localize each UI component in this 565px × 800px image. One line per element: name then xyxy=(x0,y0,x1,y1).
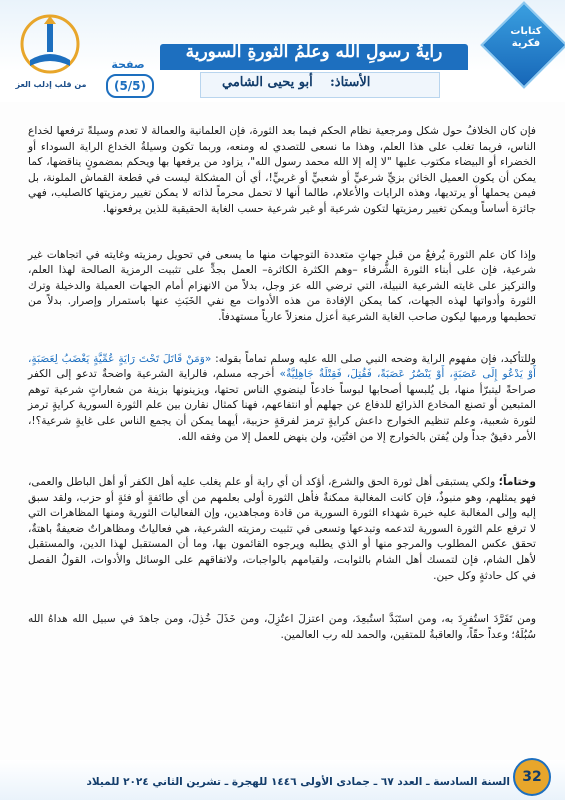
author-name: أبو يحيى الشامي xyxy=(222,75,313,90)
paragraph-1: فإن كان الخلافُ حول شكل ومرجعية نظام الحكم فيما بعد الثورة، فإن العلمانية والعمالة لا تعدم وسيلةً ترفعها لخداع الناس، فربما تغلب على هذا العلم، وهذا ما نسعى للتصدي له ومنعه، وربما تكون وسيلةُ الخداع الراية السوداء أو الخضراء أو البيضاء مكتوب عليها "لا إله إلا الله محمد رسول الله"، يزاود من يرفعها بها ويحكم بمضمونٍ يناقضها، كما يمكن أن يكون العميل الخائن بزيٍّ شرعيٍّ أو شعبيٍّ أو غربيٍّ!، أي أن المشكلة ليست في قطعة القماش الملونة، بل فيمن يحملها أو يرتديها، وهذه الرايات والأعلام، طالما أنها لا تحمل محرماً لذاته لا يمكن تغيير رمزيتها كالصليب، فهي جائزة أساساً ويمكن تغيير رمزيتها لتكون شرعية أو غير شرعية حسب الغاية الحقيقية للذين يرفعونها. xyxy=(28,125,536,215)
page-header xyxy=(0,0,565,102)
paragraph-2: وإذا كان علم الثورة يُرفعُ من قبل جهاتٍ متعددة التوجهات منها ما يسعى في تحويل رمزيته وغايته في اتجاهات غير شرعية، فإن على أبناء الثورة الشُّرفاء –وهم الكثرة الكاثرة– العمل بجدٍّ على تثبيت الرمزية الصالحة لهذا العلم، والتركيز على غايته الشرعية النبيلة، التي ترضي الله عز وجل، بدلاً من الانهزام أمام الجهات العميلة والدخيلة وترك الثورة وأدواتها لهذه الجهات، كما يمكن الإفادة من هذه الأدوات مع نفي الخَبَثِ عنها باستمرار وإصرار. بدلاً من تحطيمها ورميها ليكون صاحب الغاية الشرعية أعزل منعزلاً عارياً مستهدفاً. xyxy=(28,248,536,323)
author-label: الأستاذ: xyxy=(330,75,371,90)
issue-info: السنة السادسة ـ العدد ٦٧ ـ جمادى الأولى ١٤٤٦ للهجرة ـ تشرين الثاني ٢٠٢٤ للميلاد xyxy=(86,776,510,788)
logo-caption: من قلب إدلب العز xyxy=(15,80,87,89)
article-title: رايةُ رسولِ الله وعلمُ الثورةِ السورية xyxy=(185,42,443,62)
category-label: كتابات فكرية xyxy=(510,26,542,49)
page-count-badge: (5/5) xyxy=(106,74,154,98)
magazine-logo xyxy=(10,10,90,82)
paragraph-3-intro: وللتأكيد، فإن مفهوم الراية وضحه النبي صلى الله عليه وسلم تماماً بقوله: xyxy=(211,352,536,365)
conclusion-lead: وختاماً؛ xyxy=(498,476,536,489)
paragraph-4 xyxy=(28,475,536,584)
paragraph-3 xyxy=(28,352,536,446)
paragraph-3-body: أخرجه مسلم، فالراية الشرعية واضحةٌ تدعو إلى الكفر صراحةً ليتبرّأ منها، بل يُلبسها أصحابها لبوساً خادعاً لينضوي الناس تحتها، ويزينونها بزينة من شعاراتٍ شرعية توهم المتبعين أو تصنع المخادع الذرائع للدفاع عن جهلهم أو انتفاعهم، فهنا كمثال نقارن بين علم الثورة السورية كرايةٍ ترمز لثورة شعبية، وعلم تنظيم الخوارج داعش كرايةٍ ترمز لفرقةٍ حزبية، أيهما يمكن أن يجمع الناس على غايةٍ شرعية؟!، الأمر دقيقٌ جداً ولن يُفتن بالخوارج إلا من افتُتِن، ولن ينهض للعمل إلا من وفقه الله. xyxy=(28,368,536,443)
paragraph-5: ومن تَفَرَّدَ استُفرِدَ به، ومن استَبَدَّ استُبعِدَ، ومن اعتزلَ اعتُزِلَ، ومن خَذَلَ خُذِلَ، ومن جاهدَ في سبيل الله هداهُ الله سُبُلَهُ؛ وعداً حقّاً، والعاقبةُ للمتقين، والحمد لله رب العالمين. xyxy=(28,613,536,641)
page-number-badge: 32 xyxy=(513,758,551,796)
paragraph-4-body: ولكي يستبقى أهل ثورة الحق والشرع، أؤكد أن أي راية أو علم يغلب عليه أهل الكفر أو أهل الباطل والعمى، فهو يمثلهم، وهو منبوذٌ، فإن كانت المغالبة ممكنةٌ فأهل الثورة أولى بعلمهم من أي طائفةٍ أو فئةٍ أو حزب، ولقد سبق إليه وإلى المغالبة عليه خيرة شهداء الثورة السورية من قادة ومجاهدين، وإن الفعاليات الثورية ومنها المظاهرات التي لا ترفع علم الثورة السورية لتدعمه وتبدعها وتسعى في تثبيت رمزيته الشرعية، هي فعالياتٌ ومظاهراتٌ ضعيفةٌ باهتةٌ، تحقق عكس المطلوب والمرجو منها أو الذي يطلبه ويرجوه القائمون بها، وما أن المستقبل لهذا الدين، والمستقبل لأهل الشام، فإن لتمسك أهل الشام بالثوابت، ولقيامهم بالواجبات، ولاتفاقهم على الوسائل والأدوات، القولُ الفصل في كل حادثةٍ وكل حين. xyxy=(28,476,536,582)
article-body xyxy=(28,124,536,736)
hadith-quote: «وَمَنْ قَاتَلَ تَحْتَ رَايَةٍ عُمِّيَّةٍ يَغْضَبُ لِعَصَبَةٍ، أَوْ يَدْعُو إِلَى عَصَبَةٍ، أَوْ يَنْصُرُ عَصَبَةً، فَقُتِلَ، فَقِتْلَةٌ جَاهِلِيَّةٌ» xyxy=(28,352,536,381)
page-label: صفحة xyxy=(111,58,145,71)
